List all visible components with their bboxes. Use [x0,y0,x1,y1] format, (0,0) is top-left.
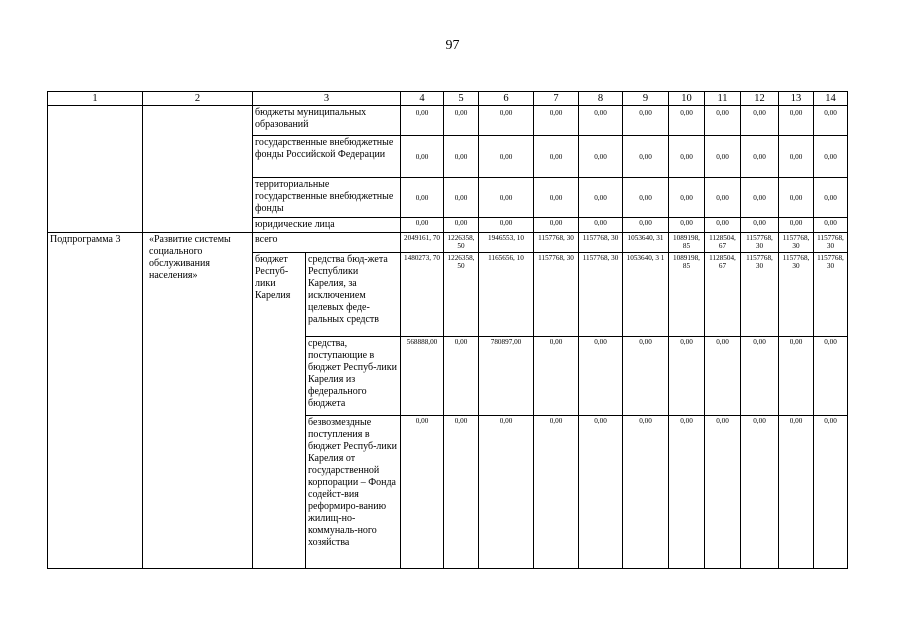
value-cell: 0,00 [444,136,479,178]
row-label: территориальные государственные внебюджетные фонды [253,178,401,218]
value-cell: 1157768, 30 [779,233,814,253]
value-cell: 0,00 [814,106,848,136]
value-cell: 2049161, 70 [401,233,444,253]
value-cell: 0,00 [669,178,705,218]
column-header: 2 [143,92,253,106]
value-cell: 1157768, 30 [814,253,848,337]
value-cell: 0,00 [444,337,479,416]
value-cell: 0,00 [705,178,741,218]
column-header: 5 [444,92,479,106]
value-cell: 1053640, 31 [623,233,669,253]
column-header: 10 [669,92,705,106]
value-cell: 0,00 [623,337,669,416]
subprogram-code: Подпрограмма 3 [48,233,143,569]
value-cell: 0,00 [623,218,669,233]
table-row [48,233,848,253]
value-cell: 0,00 [814,178,848,218]
value-cell: 0,00 [814,218,848,233]
value-cell: 0,00 [444,178,479,218]
value-cell: 0,00 [814,416,848,569]
column-header: 14 [814,92,848,106]
value-cell: 0,00 [741,218,779,233]
column-header: 6 [479,92,534,106]
column-header: 4 [401,92,444,106]
value-cell: 0,00 [741,106,779,136]
value-cell: 0,00 [623,178,669,218]
value-cell: 0,00 [623,416,669,569]
value-cell: 0,00 [401,106,444,136]
row-label: бюджеты муниципальных образований [253,106,401,136]
value-cell: 0,00 [579,106,623,136]
value-cell: 0,00 [579,136,623,178]
value-cell: 1165656, 10 [479,253,534,337]
value-cell: 0,00 [534,337,579,416]
value-cell: 0,00 [814,337,848,416]
value-cell: 0,00 [579,178,623,218]
row-label: юридические лица [253,218,401,233]
column-header: 3 [253,92,401,106]
row-label: государственные внебюджетные фонды Российской Федерации [253,136,401,178]
value-cell: 0,00 [479,178,534,218]
column-header: 1 [48,92,143,106]
value-cell: 0,00 [623,136,669,178]
value-cell: 0,00 [779,218,814,233]
budget-table [47,91,848,569]
value-cell: 0,00 [741,416,779,569]
value-cell: 0,00 [401,136,444,178]
value-cell: 0,00 [705,337,741,416]
value-cell: 0,00 [705,106,741,136]
row-label: всего [253,233,401,253]
column-header: 8 [579,92,623,106]
value-cell: 1226358, 50 [444,233,479,253]
value-cell: 0,00 [534,416,579,569]
value-cell: 0,00 [479,136,534,178]
value-cell: 568888,00 [401,337,444,416]
value-cell: 0,00 [779,178,814,218]
value-cell: 1480273, 70 [401,253,444,337]
value-cell: 0,00 [669,416,705,569]
empty-cell [143,106,253,233]
value-cell: 0,00 [444,218,479,233]
budget-group-label: бюджет Респуб-лики Карелия [253,253,306,569]
row-label: средства, поступающие в бюджет Респуб-лики Карелия из федерального бюджета [306,337,401,416]
value-cell: 0,00 [623,106,669,136]
column-header: 12 [741,92,779,106]
value-cell: 1157768, 30 [741,253,779,337]
value-cell: 1128504, 67 [705,253,741,337]
value-cell: 0,00 [779,106,814,136]
value-cell: 0,00 [779,136,814,178]
value-cell: 1157768, 30 [579,233,623,253]
row-label: средства бюд-жета Республики Карелия, за исключением целевых феде-ральных средств [306,253,401,337]
value-cell: 0,00 [579,337,623,416]
value-cell: 0,00 [534,106,579,136]
value-cell: 0,00 [705,218,741,233]
value-cell: 0,00 [401,416,444,569]
value-cell: 0,00 [741,136,779,178]
row-label: безвозмездные поступления в бюджет Респуб-лики Карелия от государственной корпорации – Фонда содейст-вия реформиро-ванию жилищ-но-коммуналь-ного хозяйства [306,416,401,569]
value-cell: 0,00 [401,178,444,218]
value-cell: 1157768, 30 [814,233,848,253]
column-header-row [48,92,848,106]
value-cell: 1157768, 30 [579,253,623,337]
empty-cell [48,106,143,233]
column-header: 11 [705,92,741,106]
value-cell: 1089198, 85 [669,233,705,253]
column-header: 7 [534,92,579,106]
value-cell: 0,00 [779,337,814,416]
value-cell: 0,00 [579,218,623,233]
value-cell: 1946553, 10 [479,233,534,253]
value-cell: 1226358, 50 [444,253,479,337]
value-cell: 0,00 [444,106,479,136]
value-cell: 0,00 [705,136,741,178]
value-cell: 0,00 [669,218,705,233]
value-cell: 0,00 [705,416,741,569]
value-cell: 0,00 [579,416,623,569]
value-cell: 1157768, 30 [779,253,814,337]
value-cell: 780897,00 [479,337,534,416]
value-cell: 0,00 [479,416,534,569]
value-cell: 0,00 [479,106,534,136]
value-cell: 1157768, 30 [534,253,579,337]
value-cell: 0,00 [669,106,705,136]
value-cell: 0,00 [814,136,848,178]
value-cell: 0,00 [741,337,779,416]
value-cell: 0,00 [534,136,579,178]
value-cell: 0,00 [669,136,705,178]
value-cell: 1157768, 30 [534,233,579,253]
column-header: 13 [779,92,814,106]
value-cell: 0,00 [401,218,444,233]
value-cell: 0,00 [444,416,479,569]
page-number: 97 [445,38,460,53]
value-cell: 0,00 [779,416,814,569]
value-cell: 0,00 [669,337,705,416]
table-row [48,106,848,136]
value-cell: 0,00 [479,218,534,233]
value-cell: 1128504, 67 [705,233,741,253]
value-cell: 1089198, 85 [669,253,705,337]
value-cell: 1053640, 3 1 [623,253,669,337]
value-cell: 0,00 [741,178,779,218]
value-cell: 0,00 [534,218,579,233]
subprogram-name: «Развитие системы социального обслуживания населения» [143,233,253,569]
value-cell: 0,00 [534,178,579,218]
value-cell: 1157768, 30 [741,233,779,253]
column-header: 9 [623,92,669,106]
